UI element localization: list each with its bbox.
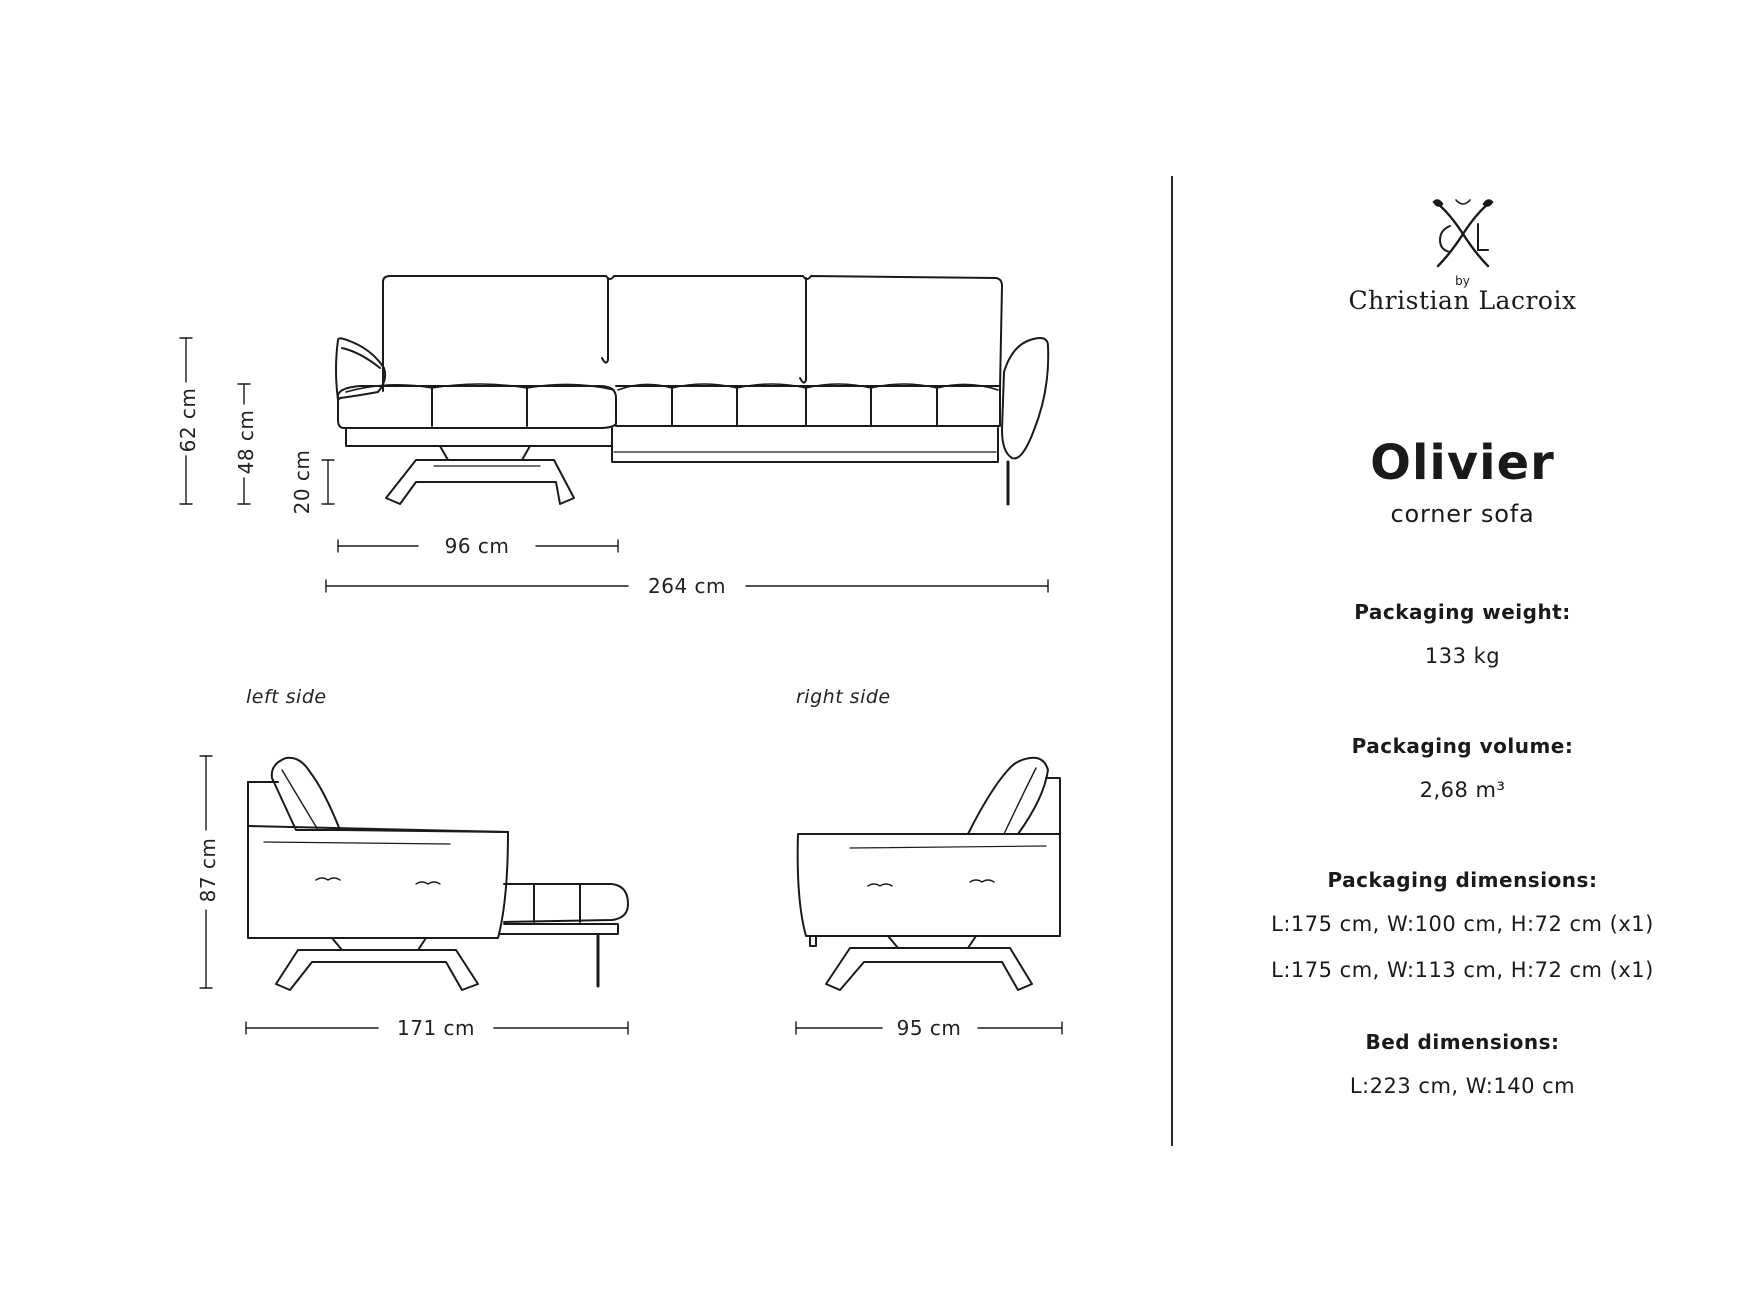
packaging-dimensions-label: Packaging dimensions:: [1327, 868, 1598, 892]
packaging-dimensions-value-2: L:175 cm, W:113 cm, H:72 cm (x1): [1271, 958, 1654, 982]
brand-monogram-logo: [1428, 196, 1498, 272]
packaging-weight-value: 133 kg: [1424, 644, 1501, 668]
brand-name: Christian Lacroix: [1348, 286, 1577, 315]
dimension-height-arm: 48 cm: [234, 409, 258, 475]
product-info-panel: [1173, 176, 1752, 1176]
brand-by-text: by: [1455, 274, 1470, 288]
dimension-side-height: 87 cm: [196, 837, 220, 903]
packaging-volume-label: Packaging volume:: [1351, 734, 1574, 758]
dimension-left-depth: 171 cm: [396, 1016, 476, 1040]
left-side-dimension-lines: [200, 756, 628, 1034]
dimension-height-seat: 20 cm: [290, 449, 314, 515]
dimension-chaise-width: 96 cm: [444, 534, 510, 558]
left-side-label: left side: [246, 686, 327, 708]
left-side-view-drawing: [248, 758, 628, 990]
right-side-view-drawing: [798, 758, 1060, 990]
right-side-label: right side: [796, 686, 891, 708]
dimension-height-total: 62 cm: [176, 387, 200, 453]
dimension-total-width: 264 cm: [647, 574, 727, 598]
front-view-drawing: [336, 276, 1048, 504]
product-type: corner sofa: [1390, 500, 1535, 528]
dimension-right-depth: 95 cm: [896, 1016, 962, 1040]
packaging-dimensions-value-1: L:175 cm, W:100 cm, H:72 cm (x1): [1271, 912, 1654, 936]
product-name: Olivier: [1370, 435, 1555, 491]
bed-dimensions-label: Bed dimensions:: [1365, 1030, 1560, 1054]
packaging-weight-label: Packaging weight:: [1354, 600, 1571, 624]
packaging-volume-value: 2,68 m³: [1419, 778, 1506, 802]
bed-dimensions-value: L:223 cm, W:140 cm: [1349, 1074, 1576, 1098]
